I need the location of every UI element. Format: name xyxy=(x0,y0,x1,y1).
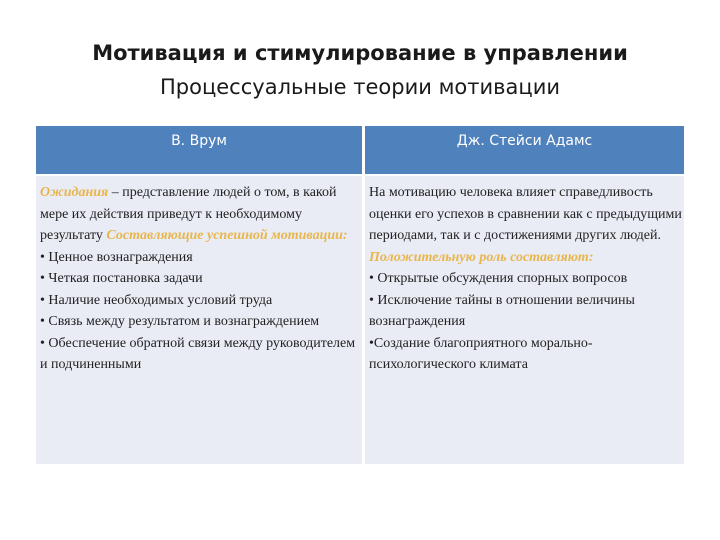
header-adams: Дж. Стейси Адамс xyxy=(365,126,684,174)
expectations-paragraph xyxy=(40,182,360,247)
slide-title xyxy=(0,38,720,102)
comparison-table xyxy=(36,126,684,464)
cell-vroom xyxy=(36,176,362,464)
list-item: • Исключение тайны в отношении величины вознаграждения xyxy=(369,292,635,329)
header-vroom: В. Врум xyxy=(36,126,362,174)
term-expectations: Ожидания xyxy=(40,185,109,200)
list-item: • Открытые обсуждения спорных вопросов xyxy=(369,271,628,286)
term-components: Составляющие успешной мотивации: xyxy=(106,228,348,243)
list-item: • Ценное вознаграждения xyxy=(40,249,193,265)
list-item: • Связь между результатом и вознаграждением xyxy=(40,314,320,329)
list-item: • Четкая постановка задачи xyxy=(40,271,203,286)
cell-adams xyxy=(365,176,684,464)
adams-intro: На мотивацию человека влияет справедливость оценки его успехов в сравнении как с предыдущими периодами, так и с достижениями других людей. xyxy=(369,185,682,243)
list-item: • Обеспечение обратной связи между руководителем и подчиненными xyxy=(40,335,356,372)
title-line-1: Мотивация и стимулирование в управлении xyxy=(92,41,628,65)
term-positive-role: Положительную роль составляют: xyxy=(369,249,594,265)
title-line-2: Процессуальные теории мотивации xyxy=(160,75,560,99)
list-item: •Создание благоприятного морально-психологического климата xyxy=(369,335,593,372)
expectations-definition: – представление людей о том, в какой мере их действия приведут к необходимому результату xyxy=(40,185,337,243)
list-item: • Наличие необходимых условий труда xyxy=(40,292,273,308)
